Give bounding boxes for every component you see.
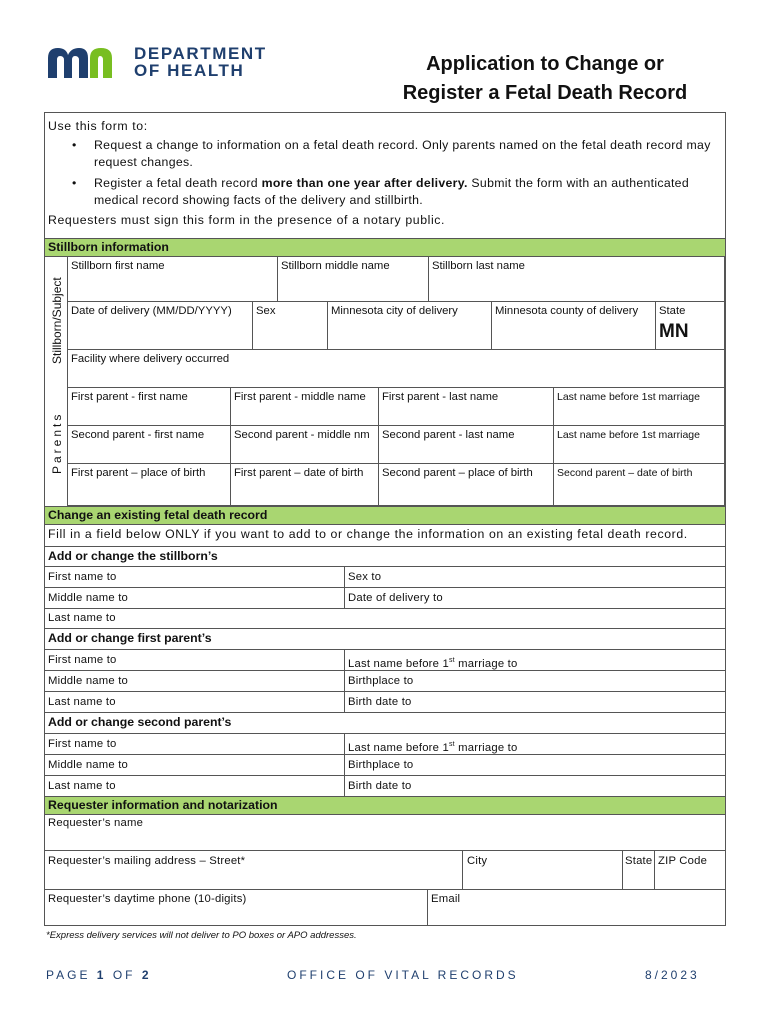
stillborn-middle-name-field[interactable]: Stillborn middle name — [277, 256, 429, 302]
p2-first-name-field[interactable]: Second parent - first name — [67, 425, 231, 464]
change-p1-middle-name[interactable]: Middle name to — [48, 675, 129, 687]
intro-bullet-2: • Register a fetal death record more than one year after delivery. Submit the form with an authenticated medical record showing facts of the delivery and stillbirth. — [72, 176, 689, 207]
rule — [45, 850, 725, 851]
p2-change-heading: Add or change second parent’s — [48, 715, 232, 729]
p2-date-of-birth-field[interactable]: Second parent – date of birth — [553, 463, 725, 506]
change-p1-last-name[interactable]: Last name to — [48, 696, 116, 708]
change-p2-first-name[interactable]: First name to — [48, 738, 117, 750]
requester-band: Requester information and notarization — [45, 796, 725, 815]
facility-field[interactable]: Facility where delivery occurred — [67, 349, 725, 388]
requester-phone-field[interactable]: Requester’s daytime phone (10-digits) — [48, 893, 247, 905]
change-p2-last-name[interactable]: Last name to — [48, 780, 116, 792]
stillborn-change-heading: Add or change the stillborn’s — [48, 549, 218, 563]
stillborn-info-band: Stillborn information — [45, 238, 725, 257]
rule — [45, 754, 725, 755]
p1-change-heading: Add or change first parent’s — [48, 631, 212, 645]
change-p1-birthdate[interactable]: Birth date to — [348, 696, 412, 708]
form-title: Application to Change or Register a Fetal Death Record — [402, 53, 688, 104]
change-p1-birthplace[interactable]: Birthplace to — [348, 675, 414, 687]
change-s-sex[interactable]: Sex to — [348, 571, 382, 583]
requester-city-field[interactable]: City — [467, 855, 488, 867]
rule — [45, 608, 725, 609]
rule — [45, 670, 725, 671]
department-of-health-logo: DEPARTMENT OF HEALTH — [134, 44, 267, 80]
p2-maiden-name-field[interactable]: Last name before 1st marriage — [553, 425, 725, 464]
requester-state-field[interactable]: State — [625, 855, 653, 867]
p2-middle-name-field[interactable]: Second parent - middle nm — [230, 425, 379, 464]
intro-section — [48, 118, 723, 229]
stillborn-side-label: Stillborn/Subject — [50, 277, 64, 364]
rule — [45, 649, 725, 650]
requester-zip-field[interactable]: ZIP Code — [658, 855, 708, 867]
change-p1-maiden-name[interactable]: Last name before 1st marriage to — [348, 657, 518, 670]
change-record-band: Change an existing fetal death record — [45, 506, 725, 525]
state-value: MN — [659, 321, 689, 342]
change-s-first-name[interactable]: First name to — [48, 571, 117, 583]
sex-field[interactable]: Sex — [252, 301, 328, 350]
mn-logo-mark — [46, 44, 124, 80]
top-rule — [44, 112, 726, 113]
p1-date-of-birth-field[interactable]: First parent – date of birth — [230, 463, 379, 506]
rule — [45, 587, 725, 588]
rule — [344, 649, 345, 712]
p2-place-of-birth-field[interactable]: Second parent – place of birth — [378, 463, 554, 506]
rule — [45, 775, 725, 776]
requester-street-field[interactable]: Requester’s mailing address – Street* — [48, 855, 246, 867]
county-of-delivery-field[interactable]: Minnesota county of delivery — [491, 301, 656, 350]
parents-side-label: Parents — [50, 411, 64, 474]
rule — [45, 712, 725, 713]
change-p1-first-name[interactable]: First name to — [48, 654, 117, 666]
rule — [427, 889, 428, 926]
revision-date: 8/2023 — [645, 968, 700, 982]
page-indicator: PAGE 1 OF 2 — [46, 968, 152, 982]
p1-first-name-field[interactable]: First parent - first name — [67, 387, 231, 426]
change-p2-birthdate[interactable]: Birth date to — [348, 780, 412, 792]
intro-bullet-1: • Request a change to information on a fetal death record. Only parents named on the fetal death record may request changes. — [72, 138, 711, 169]
intro-lead: Use this form to: — [48, 119, 148, 133]
change-instruction: Fill in a field below ONLY if you want to add to or change the information on an existing fetal death record. — [48, 527, 688, 541]
city-of-delivery-field[interactable]: Minnesota city of delivery — [327, 301, 492, 350]
stillborn-first-name-field[interactable]: Stillborn first name — [67, 256, 278, 302]
change-s-dod[interactable]: Date of delivery to — [348, 592, 443, 604]
rule — [622, 850, 623, 889]
p1-last-name-field[interactable]: First parent - last name — [378, 387, 554, 426]
footnote: *Express delivery services will not deliver to PO boxes or APO addresses. — [46, 930, 357, 941]
rule — [45, 628, 725, 629]
date-of-delivery-field[interactable]: Date of delivery (MM/DD/YYYY) — [67, 301, 253, 350]
p2-last-name-field[interactable]: Second parent - last name — [378, 425, 554, 464]
rule — [344, 733, 345, 796]
p1-maiden-name-field[interactable]: Last name before 1st marriage — [553, 387, 725, 426]
change-s-last-name[interactable]: Last name to — [48, 612, 116, 624]
rule — [462, 850, 463, 889]
p1-middle-name-field[interactable]: First parent - middle name — [230, 387, 379, 426]
rule — [45, 889, 725, 890]
requester-name-field[interactable]: Requester’s name — [48, 817, 144, 829]
state-field: State MN — [655, 301, 725, 350]
rule — [654, 850, 655, 889]
office-name: OFFICE OF VITAL RECORDS — [287, 968, 519, 982]
change-p2-middle-name[interactable]: Middle name to — [48, 759, 129, 771]
rule — [45, 733, 725, 734]
rule — [45, 546, 725, 547]
change-s-middle-name[interactable]: Middle name to — [48, 592, 129, 604]
change-p2-birthplace[interactable]: Birthplace to — [348, 759, 414, 771]
rule — [45, 566, 725, 567]
notary-note: Requesters must sign this form in the presence of a notary public. — [48, 213, 446, 227]
requester-email-field[interactable]: Email — [431, 893, 461, 905]
change-p2-maiden-name[interactable]: Last name before 1st marriage to — [348, 741, 518, 754]
stillborn-last-name-field[interactable]: Stillborn last name — [428, 256, 725, 302]
rule — [45, 691, 725, 692]
p1-place-of-birth-field[interactable]: First parent – place of birth — [67, 463, 231, 506]
